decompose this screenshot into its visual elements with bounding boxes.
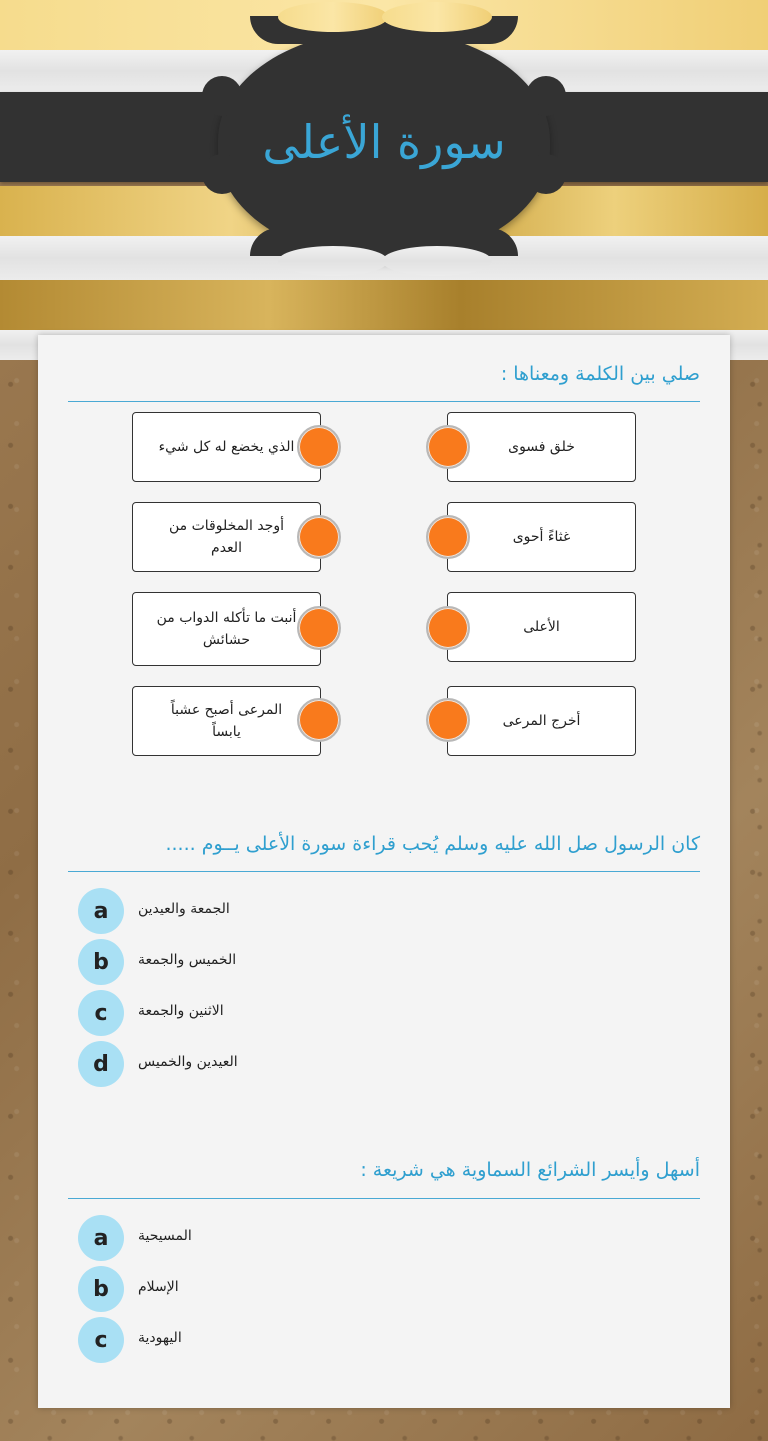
question-divider	[68, 871, 700, 872]
match-connector-dot[interactable]	[426, 698, 470, 742]
match-right-item: غثاءً أحوى	[447, 502, 636, 572]
match-left-item: الذي يخضع له كل شيء	[132, 412, 321, 482]
question-divider	[68, 401, 700, 402]
match-connector-dot[interactable]	[426, 515, 470, 559]
match-right-item: الأعلى	[447, 592, 636, 662]
page-title: سورة الأعلى	[262, 115, 506, 169]
choice-text: الخميس والجمعة	[138, 952, 237, 968]
choice-b-button[interactable]: b	[78, 939, 124, 985]
match-left-item: أوجد المخلوقات من العدم	[132, 502, 321, 572]
match-connector-dot[interactable]	[426, 425, 470, 469]
match-left-item: أنبت ما تأكله الدواب من حشائش	[132, 592, 321, 666]
match-connector-dot[interactable]	[297, 425, 341, 469]
badge-scallop	[278, 246, 388, 276]
choice-c-button[interactable]: c	[78, 990, 124, 1036]
choice-c-button[interactable]: c	[78, 1317, 124, 1363]
question-divider	[68, 1198, 700, 1199]
badge-scallop	[382, 246, 492, 276]
badge-notch	[202, 76, 242, 116]
match-connector-dot[interactable]	[297, 515, 341, 559]
choice-text: الاثنين والجمعة	[138, 1003, 224, 1019]
match-connector-dot[interactable]	[297, 698, 341, 742]
quiz-card	[38, 335, 730, 1408]
match-right-item: خلق فسوى	[447, 412, 636, 482]
question-1-title: صلي بين الكلمة ومعناها :	[500, 363, 700, 385]
badge-scallop	[278, 2, 388, 32]
choice-d-button[interactable]: d	[78, 1041, 124, 1087]
badge-notch	[526, 76, 566, 116]
choice-text: المسيحية	[138, 1228, 192, 1244]
choice-text: الإسلام	[138, 1279, 179, 1295]
match-connector-dot[interactable]	[297, 606, 341, 650]
choice-a-button[interactable]: a	[78, 888, 124, 934]
match-left-item: المرعى أصبح عشباً يابساً	[132, 686, 321, 756]
question-3-title: أسهل وأيسر الشرائع السماوية هي شريعة :	[360, 1159, 700, 1181]
header-banner	[0, 0, 768, 360]
question-2-title: كان الرسول صل الله عليه وسلم يُحب قراءة سورة الأعلى يــوم .....	[165, 833, 700, 855]
choice-text: الجمعة والعيدين	[138, 901, 230, 917]
badge-scallop	[382, 2, 492, 32]
choice-a-button[interactable]: a	[78, 1215, 124, 1261]
choice-text: العيدين والخميس	[138, 1054, 238, 1070]
match-right-item: أخرج المرعى	[447, 686, 636, 756]
gold-stripe	[0, 280, 768, 330]
choice-text: اليهودية	[138, 1330, 182, 1346]
choice-b-button[interactable]: b	[78, 1266, 124, 1312]
match-connector-dot[interactable]	[426, 606, 470, 650]
